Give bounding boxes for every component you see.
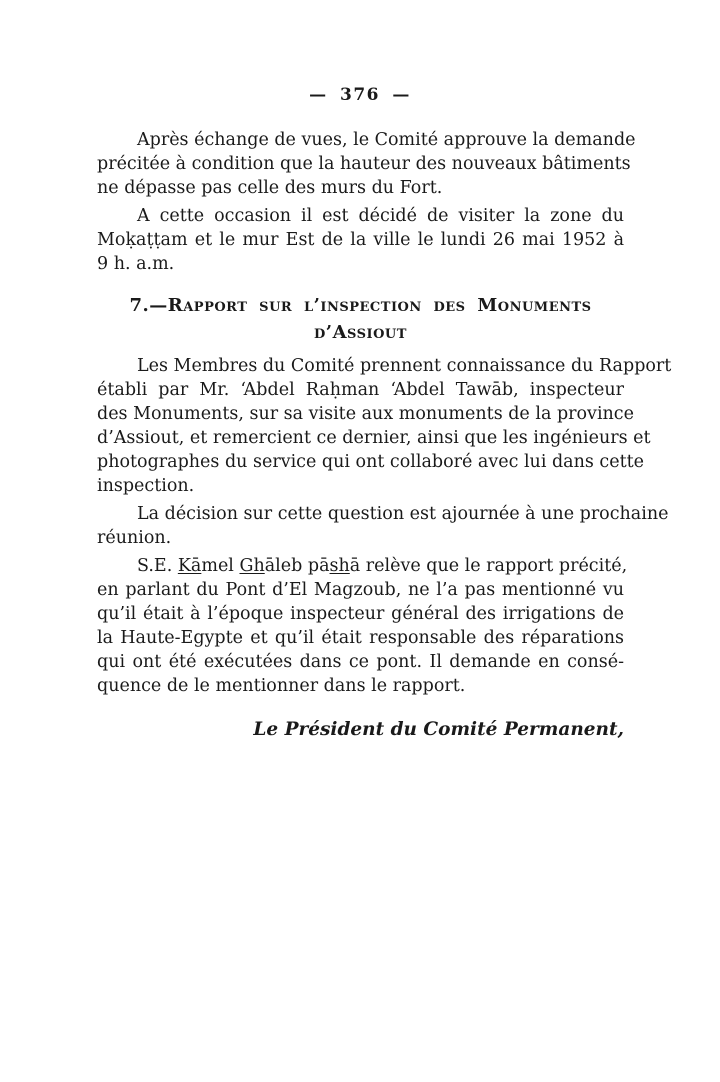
text-segment: ā relève que le rapport précité, [349,556,628,576]
document-body [97,128,672,746]
page-number: — 376 — [309,85,411,105]
text-segment: S.E. [137,556,178,576]
paragraph-rapport-line-1: Les Membres du Comité prennent connaissance du Rapport [137,356,672,376]
paragraph-kamel-ghaleb-line-1 [97,554,628,578]
paragraph-rapport-line-3: des Monuments, sur sa visite aux monuments de la province [97,404,634,424]
paragraph-rapport-line-4: d’Assiout, et remercient ce dernier, ainsi que les ingénieurs et [97,428,651,448]
text-segment: mel [201,556,240,576]
paragraph-decision-line-2: réunion. [97,528,172,548]
paragraph-decision-line-1: La décision sur cette question est ajournée à une prochaine [137,504,669,524]
paragraph-visit-line-3: 9 h. a.m. [97,254,175,274]
paragraph-kamel-ghaleb-line-5: qui ont été exécutées dans ce pont. Il demande en consé- [97,652,624,672]
paragraph-kamel-ghaleb-line-4: la Haute-Egypte et qu’il était responsable des réparations [97,628,624,648]
section-heading-7-line-1: 7.—Rapport sur l’inspection des Monuments [129,295,592,316]
section-heading-7-line-2: d’Assiout [314,322,407,343]
paragraph-decision [97,502,669,550]
paragraph-approval-line-2: précitée à condition que la hauteur des nouveaux bâtiments [97,154,631,174]
paragraph-rapport-line-2: établi par Mr. ‘Abdel Raḥman ‘Abdel Tawāb, inspecteur [97,380,624,400]
paragraph-kamel-ghaleb [97,554,628,698]
paragraph-visit-line-2: Moḳaṭṭam et le mur Est de la ville le lundi 26 mai 1952 à [97,230,624,250]
text-segment: āleb pā [264,556,330,576]
section-heading-7 [97,292,624,346]
paragraph-approval [97,128,636,200]
underlined-transliteration: sh [329,556,350,576]
underlined-transliteration: Gh [239,556,265,576]
paragraph-rapport-line-5: photographes du service qui ont collaboré avec lui dans cette [97,452,645,472]
signature-line-line-1: Le Président du Comité Permanent, [253,719,624,740]
paragraph-approval-line-3: ne dépasse pas celle des murs du Fort. [97,178,443,198]
paragraph-visit [97,204,624,276]
paragraph-approval-line-1: Après échange de vues, le Comité approuve la demande [137,130,636,150]
signature-line [97,718,624,742]
paragraph-kamel-ghaleb-line-2: en parlant du Pont d’El Magzoub, ne l’a pas mentionné vu [97,580,624,600]
paragraph-kamel-ghaleb-line-3: qu’il était à l’époque inspecteur général des irrigations de [97,604,624,624]
paragraph-visit-line-1: A cette occasion il est décidé de visiter la zone du [137,206,624,226]
paragraph-kamel-ghaleb-line-6: quence de le mentionner dans le rapport. [97,676,466,696]
paragraph-rapport [97,354,672,498]
paragraph-rapport-line-6: inspection. [97,476,195,496]
underlined-transliteration: Kā [177,556,202,576]
